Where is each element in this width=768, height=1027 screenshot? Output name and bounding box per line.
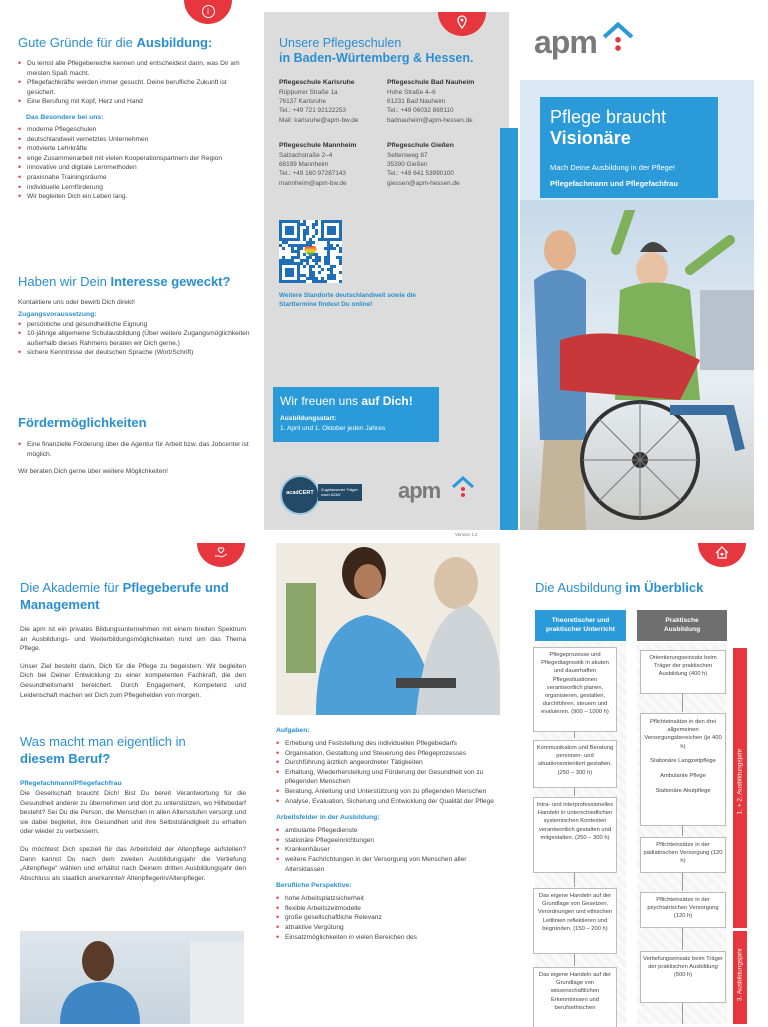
felder-list (276, 826, 500, 874)
schulen-title-2: in Baden-Würtemberg & Hessen. (279, 51, 474, 65)
school-name: Pflegeschule Gießen (387, 142, 454, 149)
schulen-header (279, 36, 499, 66)
foerder-item: • Eine finanzielle Förderung über die Agentur für Arbeit bzw. das Jobcenter ist möglich. (18, 440, 250, 459)
interesse-title: Haben wir Dein Interesse geweckt? (18, 274, 231, 289)
school-name: Pflegeschule Mannheim (279, 142, 357, 149)
school-line: Hohe Straße 4–6 (387, 88, 436, 96)
school-card (279, 78, 397, 125)
besondere-item: • Wir begleiten Dich ein Leben lang. (18, 192, 250, 202)
school-card (387, 141, 505, 188)
school-name: Pflegeschule Karlsruhe (279, 79, 355, 86)
aufgaben-item: • Erhebung und Feststellung des individuellen Pflegebedarfs (276, 739, 500, 749)
home-badge (698, 543, 746, 567)
arrow-connector (682, 1003, 683, 1024)
col-practice-header: Praktische Ausbildung (637, 610, 727, 641)
school-line: Tel.: +49 160 97287143 (279, 170, 346, 178)
perspektive-item: • flexible Arbeitszeitmodelle (276, 904, 500, 914)
theory-box-3: Intra- und interprofessionelles Handeln in unterschiedlichen systemischen Kontexten verantwortlich gestalten und mitgestalten. (250 – 300 h) (533, 797, 617, 873)
arrow-connector (574, 873, 575, 887)
aufgaben-list (276, 739, 500, 806)
akademie-title: Die Akademie für Pflegeberufe und Management (20, 580, 229, 612)
besondere-list (18, 125, 250, 202)
version: Version 1.2 (455, 532, 478, 537)
apm-house-icon (600, 20, 636, 54)
school-line: badnauheim@apm-hessen.de (387, 116, 473, 124)
besondere-item: • praxisnahe Trainingsräume (18, 173, 250, 183)
arrow-connector (574, 788, 575, 796)
arrow-connector (682, 873, 683, 891)
besondere-item: • moderne Pflegeschulen (18, 125, 250, 135)
heart-hand-icon (214, 547, 228, 559)
beruf-section (20, 733, 246, 883)
felder-item: • weitere Fachrichtungen in der Versorgung von Menschen aller Altersklassen (276, 855, 500, 874)
zugang-item: • persönliche und gesundheitliche Eignung (18, 320, 250, 330)
zugang-item: • 10-jährige allgemeine Schulausbildung (Über weitere Zugangsmöglichkeiten außerhalb dieses Rahmens beraten wir Dich gerne.) (18, 329, 250, 348)
zugang-list (18, 320, 250, 358)
akademie-section (20, 579, 246, 700)
school-name: Pflegeschule Bad Nauheim (387, 79, 475, 86)
felder-item: • stationäre Pflegeeinrichtungen (276, 836, 500, 846)
practice-box-1: Orientierungseinsatz beim Träger der praktischen Ausbildung (400 h) (640, 650, 726, 694)
perspektive-item: • attraktive Vergütung (276, 923, 500, 933)
zugang-item: • sichere Kenntnisse der deutschen Sprache (Wort/Schrift) (18, 348, 250, 358)
persp-title: Berufliche Perspektive: (276, 882, 352, 890)
school-line: Seltersweg 87 (387, 151, 428, 159)
year-1-2-bar: 1. + 2. Ausbildungsjahr (733, 648, 747, 928)
school-line: Tel.: +49 06032 869110 (387, 107, 454, 115)
foerder-list (18, 440, 250, 459)
qr-code[interactable] (279, 220, 342, 283)
school-card (387, 78, 505, 125)
cert-seal: acadCERT (280, 475, 320, 515)
besondere-item: • deutschlandweit vernetztes Unternehmen (18, 135, 250, 145)
gruende-section (18, 34, 250, 202)
theory-box-5: Das eigene Handeln auf der Grundlage von wissenschaftlichen Erkenntnissen und berufsethischen (533, 967, 617, 1027)
besondere-title: Das Besondere bei uns: (26, 113, 104, 121)
practice-akut: Stationäre Akutpflege (655, 788, 711, 795)
info-icon: i (202, 5, 215, 18)
felder-item: • Krankenhäuser (276, 845, 500, 855)
nurse-photo (276, 543, 500, 715)
schulen-title-1: Unsere Pflegeschulen (279, 36, 402, 50)
cover-title-1: Pflege braucht (550, 107, 667, 127)
arrow-connector (682, 928, 683, 950)
school-line: Rüppurrer Straße 1a (279, 88, 338, 96)
interesse-intro: Kontaktiere uns oder bewirb Dich direkt! (18, 299, 135, 306)
theory-box-4: Das eigene Handeln auf der Grundlage von Gesetzen, Verordnungen und ethischen Leitlinien reflektieren und begründen. (150 – 200 h) (533, 888, 617, 954)
school-line: Mail: karlsruhe@apm-bw.de (279, 116, 359, 124)
school-line: 35390 Gießen (387, 161, 428, 168)
col-theory-header: Theoretischer und praktischer Unterricht (535, 610, 626, 641)
gruende-item: • Eine Berufung mit Kopf, Herz und Hand (18, 97, 250, 107)
felder-item: • ambulante Pflegedienste (276, 826, 500, 836)
aufgaben-section (276, 726, 500, 942)
home-heart-icon (715, 546, 729, 559)
school-line: mannheim@apm-bw.de (279, 179, 347, 187)
theory-box-2: Kommunikation und Beratung personen- und situationsorientiert gestalten. (250 – 300 h) (533, 740, 617, 788)
school-line: 76137 Karlsruhe (279, 98, 326, 105)
cover-title-box (540, 97, 718, 198)
foerder-section (18, 414, 250, 477)
besondere-item: • individuelle Lernförderung (18, 183, 250, 193)
gruende-title: Gute Gründe für die Ausbildung: (18, 35, 213, 50)
school-line: giessen@apm-hessen.de (387, 179, 460, 187)
school-line: Salzachstraße 2–4 (279, 151, 333, 159)
apm-house-icon (450, 476, 476, 498)
heart-icon (304, 245, 317, 258)
cover-people-image (520, 210, 754, 530)
apm-logo: apm (534, 24, 597, 61)
school-line: 61231 Bad Nauheim (387, 98, 446, 105)
apm-logo-small: apm (398, 478, 440, 504)
akademie-p2: Unser Ziel besteht darin, Dich für die Pflege zu begeistern. Wir begleiten Dich bei Deiner Entwicklung zu einer kompetenten Fachkraft, die den Gesundheitsmarkt bereichert. Durch Engagement, Kompetenz und Leidenschaft machen wir Dich zum Pflegehelden von morgen. (20, 662, 246, 699)
practice-langzeit: Stationäre Langzeitpflege (650, 757, 716, 764)
cover-title-2: Visionäre (550, 128, 631, 148)
beruf-p2: Du möchtest Dich speziell für das Arbeitsfeld der Altenpflege aufstellen? Dann kannst Du nach dem zweiten Ausbildungsjahr die Vertiefung „Altenpflege“ wählen und erhältst nach Deinem dritten Ausbildungsjahr den Abschluss als staatlich anerkannte/r Altenpflegerin/Altenpfleger. (20, 845, 246, 882)
perspektive-item: • hohe Arbeitsplatzsicherheit (276, 894, 500, 904)
felder-title: Arbeitsfelder in der Ausbildung: (276, 814, 380, 822)
arrow-connector (682, 826, 683, 836)
gruende-list (18, 59, 250, 107)
aufgaben-item: • Analyse, Evaluation, Sicherung und Entwicklung der Qualität der Pflege (276, 797, 500, 807)
arrow-connector (682, 694, 683, 712)
qr-text: Weitere Standorte deutschlandweit sowie die Starttermine findest Du online! (279, 292, 416, 309)
gruende-item: • Pflegefachkräfte werden immer gesucht. Deine berufliche Zukunft ist gesichert. (18, 78, 250, 97)
ueberblick-title: Die Ausbildung im Überblick (535, 580, 704, 595)
year-3-bar: 3. Ausbildungsjahr (733, 931, 747, 1024)
school-card (279, 141, 397, 188)
gruende-item: • Du lernst alle Pflegebereiche kennen und entscheidest dann, was Dir am meisten Spaß macht. (18, 59, 250, 78)
school-line: 68199 Mannheim (279, 161, 329, 168)
beruf-title: Was macht man eigentlich in diesem Beruf? (20, 734, 186, 766)
practice-box-2 (640, 713, 726, 826)
heart-hand-badge (197, 543, 245, 567)
perspektive-item: • große gesellschaftliche Relevanz (276, 913, 500, 923)
persp-list (276, 894, 500, 942)
aufgaben-item: • Beratung, Anleitung und Unterstützung von zu pflegenden Menschen (276, 787, 500, 797)
aufgaben-item: • Erhaltung, Wiederherstellung und Förderung der Gesundheit von zu pflegenden Menschen (276, 768, 500, 787)
cover-subtitle: Mach Deine Ausbildung in der Pflege! (550, 163, 676, 172)
info-badge (184, 0, 232, 24)
interesse-section (18, 273, 250, 358)
nurse-photo-small (20, 931, 244, 1024)
cover-subtitle-2: Pflegefachmann und Pflegefachfrau (550, 179, 678, 188)
freuen-box (273, 387, 439, 442)
beruf-sub: Pflegefachmann/Pflegefachfrau (20, 780, 122, 787)
start-text: 1. April und 1. Oktober jeden Jahres (280, 425, 386, 432)
practice-box-5: Vertiefungseinsatz beim Träger der praktischen Ausbildung (500 h) (640, 951, 726, 1003)
school-line: Tel.: +49 721 92122253 (279, 107, 346, 115)
perspektive-item: • Einsatzmöglichkeiten in vielen Bereichen des (276, 933, 500, 943)
besondere-item: • motivierte Lehrkräfte (18, 144, 250, 154)
practice-box-3: Pflichteinsätze in der pädiatrischen Versorgung (120 h) (640, 837, 726, 873)
freuen-title: Wir freuen uns auf Dich! (280, 394, 413, 408)
aufgaben-title: Aufgaben: (276, 727, 310, 734)
cover-blue-strip (500, 128, 518, 530)
aufgaben-item: • Durchführung ärztlich angeordneter Tätigkeiten (276, 758, 500, 768)
arrow-connector (574, 954, 575, 966)
cert-label: Zugelassener Träger nach AZAV (318, 484, 362, 501)
foerder-outro: Wir beraten Dich gerne über weitere Möglichkeiten! (18, 468, 168, 476)
beruf-p1: Die Gesellschaft braucht Dich! Bist Du bereit Verantwortung für die Gesundheit anderer zu übernehmen und dort zu unterstützen, wo Hilfebedarf besteht? Sei Du die Person, die Menschen in allen Altersstufen versorgt und sie dabei begleitet, ihre Gesundheit und ihre Selbstständigkeit zu erhalten oder wieder zu verbessern. (20, 790, 246, 836)
besondere-item: • innovative und digitale Lernmethoden (18, 163, 250, 173)
location-pin-icon (456, 15, 468, 29)
practice-box-2-title: Pflichteinsätze in den drei allgemeinen Versorgungsbereichen (je 400 h) (644, 719, 722, 750)
zugang-title: Zugangsvoraussetzung: (18, 310, 97, 318)
arrow-connector (574, 732, 575, 738)
akademie-p1: Die apm ist ein privates Bildungsunternehmen mit einem breiten Spektrum an Ausbildungs- und Weiterbildungsmöglichkeiten rund um das Thema Pflege. (20, 626, 246, 653)
practice-ambulant: Ambulante Pflege (660, 773, 706, 780)
foerder-title: Fördermöglichkeiten (18, 415, 147, 430)
school-line: Tel.: +49 641 53990100 (387, 170, 454, 178)
besondere-item: • enge Zusammenarbeit mit vielen Kooperationspartnern der Region (18, 154, 250, 164)
aufgaben-item: • Organisation, Gestaltung und Steuerung des Pflegeprozesses (276, 749, 500, 759)
start-title: Ausbildungsstart: (280, 415, 337, 422)
theory-box-1: Pflegeprozesse und Pflegediagnostik in akuten und dauerhaften Pflegesituationen verantwortlich planen, organisieren, gestalten, durchführen, steuern und evaluieren. (900 – 1000 h) (533, 647, 617, 732)
practice-box-4: Pflichteinsätze in der psychiatrischen Versorgung (120 h) (640, 892, 726, 928)
